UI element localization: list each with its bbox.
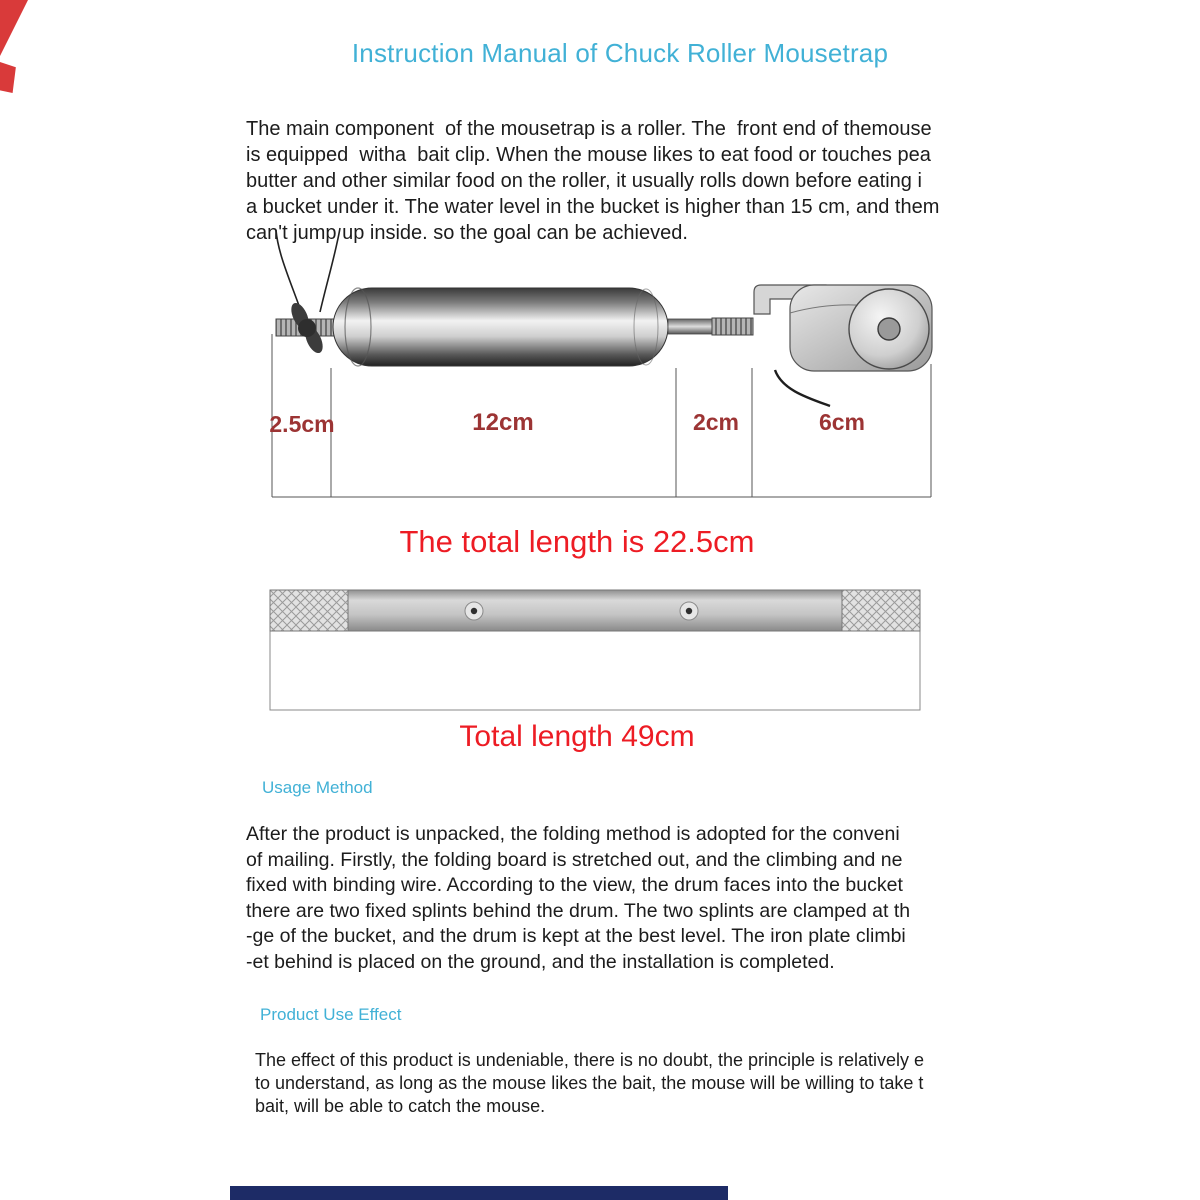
board-mesh-right [842,590,920,631]
roller-diagram [230,218,990,510]
board-bar [270,590,920,631]
usage-line-3: fixed with binding wire. According to the view, the drum faces into the bucket [246,874,903,896]
board-total-length-label: Total length 49cm [459,720,695,753]
board-mesh-left [270,590,348,631]
support-bracket [754,285,932,406]
intro-line-1: The main component of the mousetrap is a roller. The front end of themouse [246,118,932,140]
effect-line-3: bait, will be able to catch the mouse. [255,1096,546,1116]
intro-line-3: butter and other similar food on the roller, it usually rolls down before eating i [246,170,922,192]
intro-line-5: can't jump up inside. so the goal can be achieved. [246,222,688,244]
dim-label-12cm: 12cm [472,409,534,436]
page-title: Instruction Manual of Chuck Roller Mousetrap [351,38,889,68]
effect-line-1: The effect of this product is undeniable, there is no doubt, the principle is relatively e [255,1050,925,1070]
usage-method-heading: Usage Method [262,778,373,797]
corner-ribbon-fragment-top [0,0,28,56]
roller-cylinder [333,288,668,366]
screw-left [465,602,483,620]
intro-line-2: is equipped witha bait clip. When the mouse likes to eat food or touches pea [246,144,931,166]
usage-line-1: After the product is unpacked, the folding method is adopted for the conveni [246,823,900,845]
dim-label-2cm: 2cm [692,409,740,435]
intro-line-4: a bucket under it. The water level in the bucket is higher than 15 cm, and them [246,196,940,218]
usage-paragraph [246,822,988,975]
board-diagram [260,580,930,720]
usage-line-6: -et behind is placed on the ground, and the installation is completed. [246,950,835,973]
bracket-wire [775,370,830,406]
product-use-effect-heading: Product Use Effect [260,1005,402,1024]
dim-label-2-5cm: 2.5cm [269,411,335,437]
effect-line-2: to understand, as long as the mouse likes the bait, the mouse will be willing to take t [255,1073,924,1093]
right-axle [668,319,712,334]
bottom-navy-bar [230,1186,728,1200]
board-outline-box [270,631,920,710]
corner-ribbon-fragment-side [0,60,18,93]
screw-right [680,602,698,620]
trigger-wire-right [320,228,340,312]
usage-line-4: there are two fixed splints behind the drum. The two splints are clamped at th [246,899,911,922]
effect-paragraph [255,1049,990,1118]
roller-total-length-label: The total length is 22.5cm [399,524,755,559]
right-axle-thread [712,318,753,335]
trigger-wire-left [276,230,302,314]
pulley-hole [878,318,900,340]
usage-line-5: -ge of the bucket, and the drum is kept at the best level. The iron plate climbi [246,925,906,947]
dim-label-6cm: 6cm [818,409,866,435]
usage-line-2: of mailing. Firstly, the folding board is stretched out, and the climbing and ne [246,848,903,871]
